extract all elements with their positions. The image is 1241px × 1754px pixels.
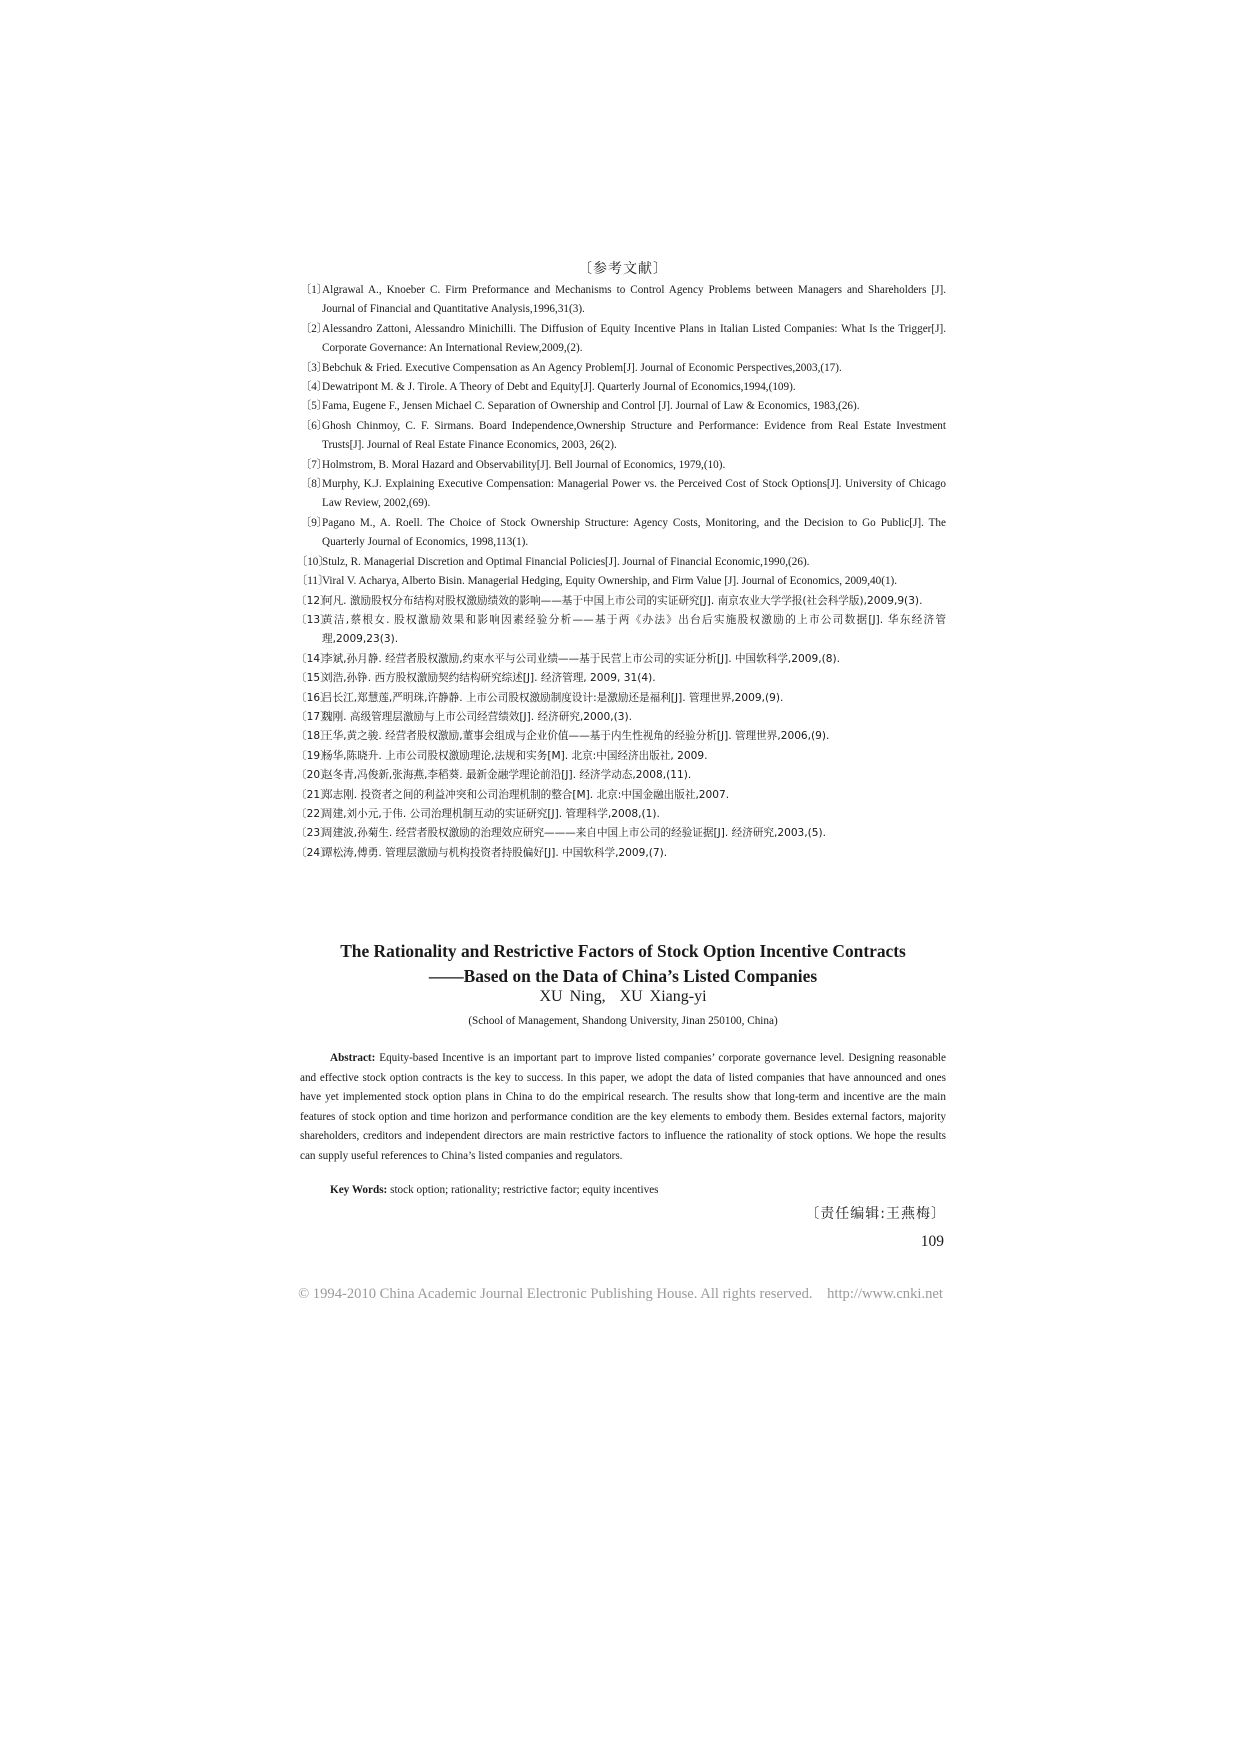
reference-number: 〔17〕 (296, 710, 331, 723)
english-title-line-2: ——Based on the Data of China’s Listed Companies (428, 966, 818, 986)
reference-item (300, 320, 946, 359)
reference-number: 〔21〕 (296, 788, 331, 801)
abstract-text: Equity-based Incentive is an important part to improve listed companies’ corporate governance level. Designing reasonable and effective stock option contracts is the key to success. In this paper, we adopt the data of listed companies that have announced and ones have yet implemented stock option plans in China to do the empirical research. The results show that long-term and incentive are the main features of stock option and time horizon and performance condition are the key elements to embody them. Besides external factors, majority shareholders, creditors and independent directors are main restrictive factors to influence the rationality of stock options. We hope the results can supply useful references to China’s listed companies and regulators. (300, 1052, 946, 1162)
copyright-footer: © 1994-2010 China Academic Journal Electronic Publishing House. All rights reserved. http://www.cnki.net (298, 1286, 943, 1302)
reference-item (296, 844, 946, 863)
reference-item (296, 824, 946, 843)
keywords (330, 1181, 946, 1199)
reference-item (300, 378, 946, 397)
reference-number: 〔11〕 (296, 575, 330, 588)
reference-item (296, 689, 946, 708)
reference-text: 周建,刘小元,于伟. 公司治理机制互动的实证研究[J]. 管理科学,2008,(1). (322, 807, 660, 820)
reference-text: 王华,黄之骏. 经营者股权激励,董事会组成与企业价值——基于内生性视角的经验分析[J]. 管理世界,2006,(9). (322, 730, 830, 743)
reference-number: 〔5〕 (300, 400, 328, 413)
reference-number: 〔13〕 (296, 613, 331, 626)
reference-number: 〔20〕 (296, 769, 331, 782)
reference-item (296, 650, 946, 669)
references-heading: 〔参考文献〕 (578, 261, 668, 277)
reference-text: Bebchuk & Fried. Executive Compensation as An Agency Problem[J]. Journal of Economic Perspectives,2003,(17). (322, 361, 842, 374)
reference-text: Dewatripont M. & J. Tirole. A Theory of Debt and Equity[J]. Quarterly Journal of Economics,1994,(109). (322, 381, 796, 394)
reference-text: 杨华,陈晓升. 上市公司股权激励理论,法规和实务[M]. 北京:中国经济出版社, 2009. (322, 749, 708, 762)
reference-number: 〔6〕 (300, 419, 328, 432)
reference-number: 〔3〕 (300, 361, 328, 374)
abstract-label: Abstract: (330, 1052, 376, 1064)
keywords-label: Key Words: (330, 1184, 388, 1196)
reference-text: 李斌,孙月静. 经营者股权激励,约束水平与公司业绩——基于民营上市公司的实证分析[J]. 中国软科学,2009,(8). (322, 652, 841, 665)
reference-number: 〔19〕 (296, 749, 331, 762)
reference-number: 〔18〕 (296, 730, 331, 743)
reference-item (296, 572, 946, 591)
reference-text: Viral V. Acharya, Alberto Bisin. Managerial Hedging, Equity Ownership, and Firm Value [J]. Journal of Economics, 2009,40(1). (322, 575, 898, 588)
reference-number: 〔15〕 (296, 672, 331, 685)
reference-item (296, 727, 946, 746)
authors: XU Ning, XU Xiang-yi (539, 988, 707, 1005)
reference-number: 〔10〕 (296, 555, 330, 568)
reference-text: Ghosh Chinmoy, C. F. Sirmans. Board Independence,Ownership Structure and Performance: Evidence from Real Estate Investment Trusts[J]. Journal of Real Estate Finance Economics, 2003, 26(2). (322, 419, 946, 452)
reference-text: 谭松涛,傅勇. 管理层激励与机构投资者持股偏好[J]. 中国软科学,2009,(7). (322, 846, 668, 859)
reference-item (296, 669, 946, 688)
english-title-line-1: The Rationality and Restrictive Factors of Stock Option Incentive Contracts (340, 941, 906, 961)
reference-number: 〔4〕 (300, 381, 328, 394)
reference-number: 〔23〕 (296, 827, 331, 840)
reference-text: 赵冬青,冯俊新,张海燕,李稻葵. 最新金融学理论前沿[J]. 经济学动态,2008,(11). (322, 769, 692, 782)
reference-item (300, 475, 946, 514)
reference-number: 〔8〕 (300, 478, 328, 491)
reference-item (296, 553, 946, 572)
abstract (300, 1049, 946, 1167)
reference-item (300, 359, 946, 378)
reference-text: Murphy, K.J. Explaining Executive Compensation: Managerial Power vs. the Perceived Cost of Stock Options[J]. University of Chicago Law Review, 2002,(69). (322, 478, 946, 510)
reference-number: 〔9〕 (300, 516, 328, 529)
journal-page (296, 0, 946, 1754)
reference-item (300, 514, 946, 553)
reference-item (300, 281, 946, 320)
reference-item (300, 417, 946, 456)
responsible-editor: 〔责任编辑:王燕梅〕 (805, 1206, 946, 1222)
reference-number: 〔7〕 (300, 458, 328, 471)
reference-text: 刘浩,孙铮. 西方股权激励契约结构研究综述[J]. 经济管理, 2009, 31(4). (322, 672, 656, 685)
reference-item (296, 592, 946, 611)
keywords-text: stock option; rationality; restrictive factor; equity incentives (390, 1184, 659, 1196)
page-number: 109 (920, 1233, 944, 1250)
reference-text: 周建波,孙菊生. 经营者股权激励的治理效应研究———来自中国上市公司的经验证据[J]. 经济研究,2003,(5). (322, 827, 827, 840)
reference-number: 〔14〕 (296, 652, 331, 665)
reference-number: 〔12〕 (296, 594, 331, 607)
reference-item (296, 766, 946, 785)
reference-number: 〔1〕 (300, 284, 328, 296)
reference-list (296, 281, 946, 863)
reference-number: 〔22〕 (296, 807, 331, 820)
reference-item (300, 456, 946, 475)
reference-text: Pagano M., A. Roell. The Choice of Stock Ownership Structure: Agency Costs, Monitoring, and the Decision to Go Public[J]. The Quarterly Journal of Economics, 1998,113(1). (322, 516, 946, 549)
reference-text: Stulz, R. Managerial Discretion and Optimal Financial Policies[J]. Journal of Financial Economic,1990,(26). (322, 555, 810, 568)
reference-item (296, 805, 946, 824)
affiliation: (School of Management, Shandong University, Jinan 250100, China) (468, 1015, 778, 1027)
english-title (300, 939, 946, 989)
reference-text: 何凡. 激励股权分布结构对股权激励绩效的影响——基于中国上市公司的实证研究[J]. 南京农业大学学报(社会科学版),2009,9(3). (322, 594, 923, 607)
reference-text: 魏刚. 高级管理层激励与上市公司经营绩效[J]. 经济研究,2000,(3). (322, 710, 632, 723)
reference-text: Algrawal A., Knoeber C. Firm Preformance and Mechanisms to Control Agency Problems between Managers and Shareholders [J]. Journal of Financial and Quantitative Analysis,1996,31(3). (322, 284, 946, 316)
reference-item (296, 708, 946, 727)
reference-text: 吕长江,郑慧莲,严明珠,许静静. 上市公司股权激励制度设计:是激励还是福利[J]. 管理世界,2009,(9). (322, 691, 784, 704)
reference-item (296, 611, 946, 650)
reference-text: Alessandro Zattoni, Alessandro Minichilli. The Diffusion of Equity Incentive Plans in Italian Listed Companies: What Is the Trigger[J]. Corporate Governance: An International Review,2009,(2). (322, 322, 946, 355)
reference-item (300, 397, 946, 416)
reference-text: Holmstrom, B. Moral Hazard and Observability[J]. Bell Journal of Economics, 1979,(10). (322, 458, 726, 471)
reference-text: 黄洁,蔡根女. 股权激励效果和影响因素经验分析——基于两《办法》出台后实施股权激励的上市公司数据[J]. 华东经济管理,2009,23(3). (322, 613, 946, 646)
reference-text: Fama, Eugene F., Jensen Michael C. Separation of Ownership and Control [J]. Journal of Law & Economics, 1983,(26). (322, 400, 860, 413)
reference-item (296, 747, 946, 766)
reference-item (296, 786, 946, 805)
reference-number: 〔16〕 (296, 691, 331, 704)
reference-number: 〔2〕 (300, 322, 328, 335)
reference-text: 郑志刚. 投资者之间的利益冲突和公司治理机制的整合[M]. 北京:中国金融出版社,2007. (322, 788, 730, 801)
reference-number: 〔24〕 (296, 846, 331, 859)
